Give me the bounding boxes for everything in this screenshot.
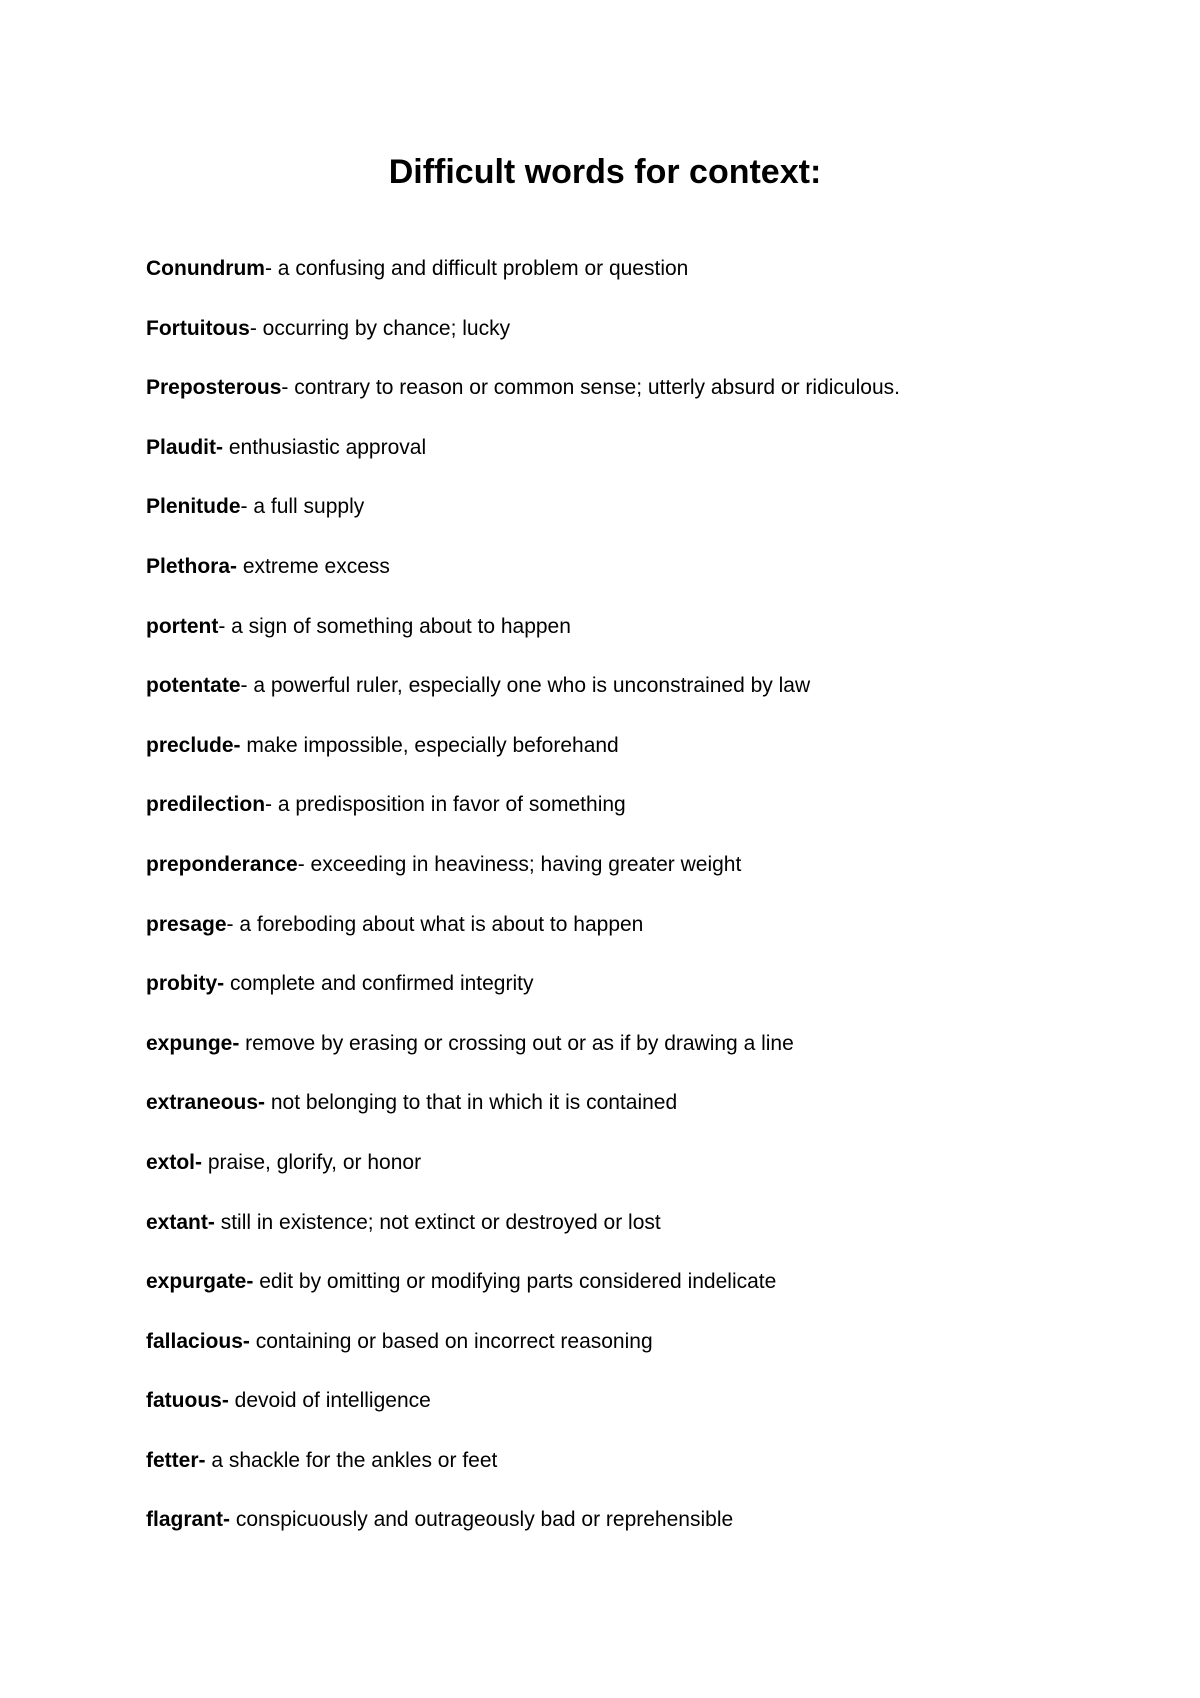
entry-definition: extreme excess <box>237 554 390 578</box>
entry-term: fetter- <box>146 1448 206 1472</box>
entry-definition: conspicuously and outrageously bad or reprehensible <box>230 1508 734 1532</box>
entry-term: portent <box>146 614 219 638</box>
entry-term: fallacious- <box>146 1329 250 1353</box>
vocabulary-entry <box>146 1264 1146 1324</box>
vocabulary-entry <box>146 907 1146 967</box>
entry-term: expurgate- <box>146 1270 254 1294</box>
vocabulary-entry <box>146 251 1146 311</box>
entry-definition: remove by erasing or crossing out or as if by drawing a line <box>239 1031 794 1055</box>
entry-term: probity- <box>146 972 225 996</box>
page-title: Difficult words for context: <box>388 153 822 191</box>
entry-definition: - a full supply <box>240 495 365 519</box>
vocabulary-list <box>146 251 1146 1562</box>
vocabulary-entry <box>146 1085 1146 1145</box>
entry-term: predilection <box>146 793 266 817</box>
entry-definition: - a foreboding about what is about to happen <box>226 912 644 936</box>
entry-term: extraneous- <box>146 1091 266 1115</box>
vocabulary-entry <box>146 609 1146 669</box>
entry-term: Preposterous <box>146 376 282 400</box>
entry-term: Plaudit- <box>146 435 223 459</box>
entry-definition: - contrary to reason or common sense; utterly absurd or ridiculous. <box>281 376 900 400</box>
vocabulary-entry <box>146 1383 1146 1443</box>
vocabulary-entry <box>146 489 1146 549</box>
entry-term: extol- <box>146 1150 203 1174</box>
entry-term: Conundrum <box>146 257 265 280</box>
vocabulary-entry <box>146 1026 1146 1086</box>
vocabulary-entry <box>146 668 1146 728</box>
entry-definition: praise, glorify, or honor <box>202 1150 422 1174</box>
entry-definition: - a sign of something about to happen <box>218 614 571 638</box>
vocabulary-entry <box>146 1205 1146 1265</box>
vocabulary-entry <box>146 1324 1146 1384</box>
entry-definition: not belonging to that in which it is contained <box>265 1091 678 1115</box>
entry-definition: complete and confirmed integrity <box>224 972 534 996</box>
vocabulary-entry <box>146 370 1146 430</box>
entry-definition: - a confusing and difficult problem or question <box>264 257 689 280</box>
vocabulary-entry <box>146 966 1146 1026</box>
entry-term: flagrant- <box>146 1508 230 1532</box>
vocabulary-entry <box>146 728 1146 788</box>
vocabulary-entry <box>146 430 1146 490</box>
entry-term: Fortuitous <box>146 316 250 340</box>
entry-term: fatuous- <box>146 1389 229 1413</box>
entry-term: expunge- <box>146 1031 240 1055</box>
entry-definition: enthusiastic approval <box>223 435 427 459</box>
entry-definition: make impossible, especially beforehand <box>240 733 619 757</box>
vocabulary-entry <box>146 1145 1146 1205</box>
entry-term: presage <box>146 912 227 936</box>
entry-definition: - exceeding in heaviness; having greater weight <box>297 852 742 876</box>
entry-definition: edit by omitting or modifying parts considered indelicate <box>253 1270 777 1294</box>
entry-term: potentate <box>146 674 241 698</box>
entry-term: Plenitude <box>146 495 241 519</box>
entry-definition: a shackle for the ankles or feet <box>205 1448 498 1472</box>
entry-term: preclude- <box>146 733 241 757</box>
vocabulary-entry <box>146 1443 1146 1503</box>
vocabulary-entry <box>146 549 1146 609</box>
vocabulary-entry <box>146 1502 1146 1562</box>
vocabulary-entry <box>146 787 1146 847</box>
entry-definition: containing or based on incorrect reasoning <box>249 1329 653 1353</box>
entry-definition: devoid of intelligence <box>228 1389 431 1413</box>
vocabulary-entry <box>146 847 1146 907</box>
entry-definition: still in existence; not extinct or destroyed or lost <box>214 1210 661 1234</box>
entry-definition: - a powerful ruler, especially one who is unconstrained by law <box>240 674 811 698</box>
entry-term: Plethora- <box>146 554 238 578</box>
entry-term: preponderance <box>146 852 298 876</box>
entry-definition: - a predisposition in favor of something <box>265 793 626 817</box>
entry-term: extant- <box>146 1210 215 1234</box>
vocabulary-entry <box>146 311 1146 371</box>
entry-definition: - occurring by chance; lucky <box>249 316 511 340</box>
